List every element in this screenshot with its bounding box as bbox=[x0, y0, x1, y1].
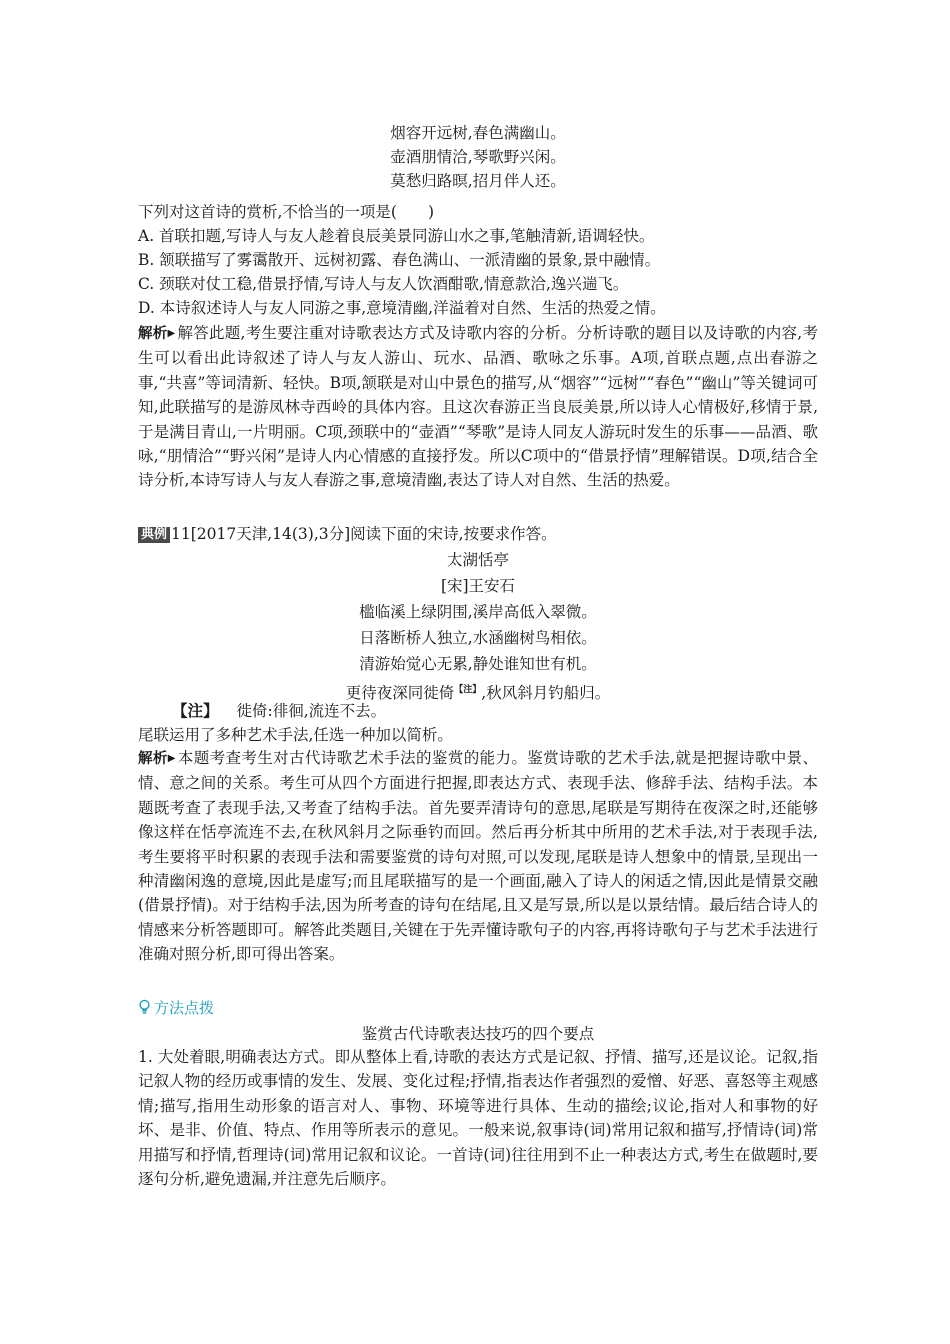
method-label: 方法点拨 bbox=[154, 998, 215, 1017]
poem1-line: 壶酒朋情洽,琴歌野兴闲。 bbox=[390, 148, 566, 166]
option-d: D. 本诗叙述诗人与友人同游之事,意境清幽,洋溢着对自然、生活的热爱之情。 bbox=[138, 299, 666, 317]
example-badge: 典例 bbox=[138, 527, 170, 543]
analysis2 bbox=[138, 746, 818, 967]
method-title: 鉴赏古代诗歌表达技巧的四个要点 bbox=[361, 1025, 595, 1043]
analysis1 bbox=[138, 321, 818, 493]
example-intro: 11[2017天津,14(3),3分]阅读下面的宋诗,按要求作答。 bbox=[171, 525, 557, 543]
analysis-label: 解析 bbox=[138, 751, 168, 767]
question1 bbox=[138, 200, 818, 320]
option-c: C. 颈联对仗工稳,借景抒情,写诗人与友人饮酒酣歌,情意款洽,逸兴遄飞。 bbox=[138, 275, 629, 293]
note-marker: 【注】 bbox=[454, 685, 482, 695]
poem1 bbox=[138, 121, 818, 193]
analysis-label: 解析 bbox=[138, 326, 168, 342]
analysis-text: 解答此题,考生要注重对诗歌表达方式及诗歌内容的分析。分析诗歌的题目以及诗歌的内容,考生可以看出此诗叙述了诗人与友人游山、玩水、品酒、歌咏之乐事。A项,首联点题,点出春游之事,“共喜”等词清新、轻快。B项,颔联是对山中景色的描写,从“烟容”“远树”“春色”“幽山”等关键词可知,此联描写的是游凤林寺西岭的具体内容。且这次春游正当良辰美景,所以诗人心情极好,移情于景,于是满目青山,一片明丽。C项,颈联中的“壶酒”“琴歌”是诗人同友人游玩时发生的乐事——品酒、歌咏,“朋情洽”“野兴闲”是诗人内心情感的直接抒发。所以C项中的“借景抒情”理解错误。D项,结合全诗分析,本诗写诗人与友人春游之事,意境清幽,表达了诗人对自然、生活的热爱。 bbox=[138, 324, 818, 490]
poem2-line: 日落断桥人独立,水涵幽树鸟相依。 bbox=[359, 629, 597, 647]
method-point-1: 1. 大处着眼,明确表达方式。即从整体上看,诗歌的表达方式是记叙、抒情、描写,还是议论。记叙,指记叙人物的经历或事情的发生、发展、变化过程;抒情,指表达作者强烈的爱憎、好恶、喜怒等主观感情;描写,指用生动形象的语言对人、事物、环境等进行具体、生动的描绘;议论,指对人和事物的好坏、是非、价值、特点、作用等所表示的意见。一般来说,叙事诗(词)常用记叙和描写,抒情诗(词)常用描写和抒情,哲理诗(词)常用记叙和议论。一首诗(词)往往用到不止一种表达方式,考生在做题时,要逐句分析,避免遗漏,并注意先后顺序。 bbox=[138, 1048, 818, 1189]
poem2-line: 更待夜深同徙倚$^{【注】}$,秋风斜月钓船归。 bbox=[345, 684, 611, 702]
poem2-line: 槛临溪上绿阴围,溪岸高低入翠微。 bbox=[359, 603, 597, 621]
lightbulb-icon bbox=[138, 999, 151, 1015]
option-b: B. 颔联描写了雾霭散开、远树初露、春色满山、一派清幽的景象,景中融情。 bbox=[138, 251, 661, 269]
example11 bbox=[138, 522, 818, 546]
poem-author: [宋]王安石 bbox=[440, 577, 516, 595]
question-stem: 下列对这首诗的赏析,不恰当的一项是( ) bbox=[138, 203, 435, 221]
method-section bbox=[138, 995, 818, 1046]
note-text: 徙倚:徘徊,流连不去。 bbox=[236, 702, 387, 720]
analysis-text: 本题考查考生对古代诗歌艺术手法的鉴赏的能力。鉴赏诗歌的艺术手法,就是把握诗歌中景、情、意之间的关系。考生可从四个方面进行把握,即表达方式、表现手法、修辞手法、结构手法。本题既考查了表现手法,又考查了结构手法。首先要弄清诗句的意思,尾联是写期待在夜深之时,还能够像这样在恬亭流连不去,在秋风斜月之际垂钓而回。然后再分析其中所用的艺术手法,对于表现手法,考生要将平时积累的表现手法和需要鉴赏的诗句对照,可以发现,尾联是诗人想象中的情景,呈现出一种清幽闲逸的意境,因此是虚写;而且尾联描写的是一个画面,融入了诗人的闲适之情,因此是情景交融(借景抒情)。对于结构手法,因为所考查的诗句在结尾,且又是写景,所以是以景结情。最后结合诗人的情感来分析答题即可。解答此类题目,关键在于先弄懂诗歌句子的内容,再将诗歌句子与艺术手法进行准确对照分析,即可得出答案。 bbox=[138, 749, 818, 964]
poem2 bbox=[138, 548, 818, 702]
triangle-icon: ▶ bbox=[167, 328, 176, 339]
example11-note bbox=[138, 699, 818, 747]
poem1-line: 烟容开远树,春色满幽山。 bbox=[390, 124, 566, 142]
triangle-icon: ▶ bbox=[167, 753, 176, 764]
poem1-line: 莫愁归路暝,招月伴人还。 bbox=[390, 172, 566, 190]
example-question: 尾联运用了多种艺术手法,任选一种加以简析。 bbox=[138, 726, 453, 744]
poem-title: 太湖恬亭 bbox=[446, 551, 509, 569]
method-header bbox=[138, 995, 818, 1019]
note-label: 【注】 bbox=[172, 701, 219, 720]
option-a: A. 首联扣题,写诗人与友人趁着良辰美景同游山水之事,笔触清新,语调轻快。 bbox=[138, 227, 655, 245]
note bbox=[138, 699, 818, 723]
poem2-line: 清游始觉心无累,静处谁知世有机。 bbox=[359, 655, 597, 673]
